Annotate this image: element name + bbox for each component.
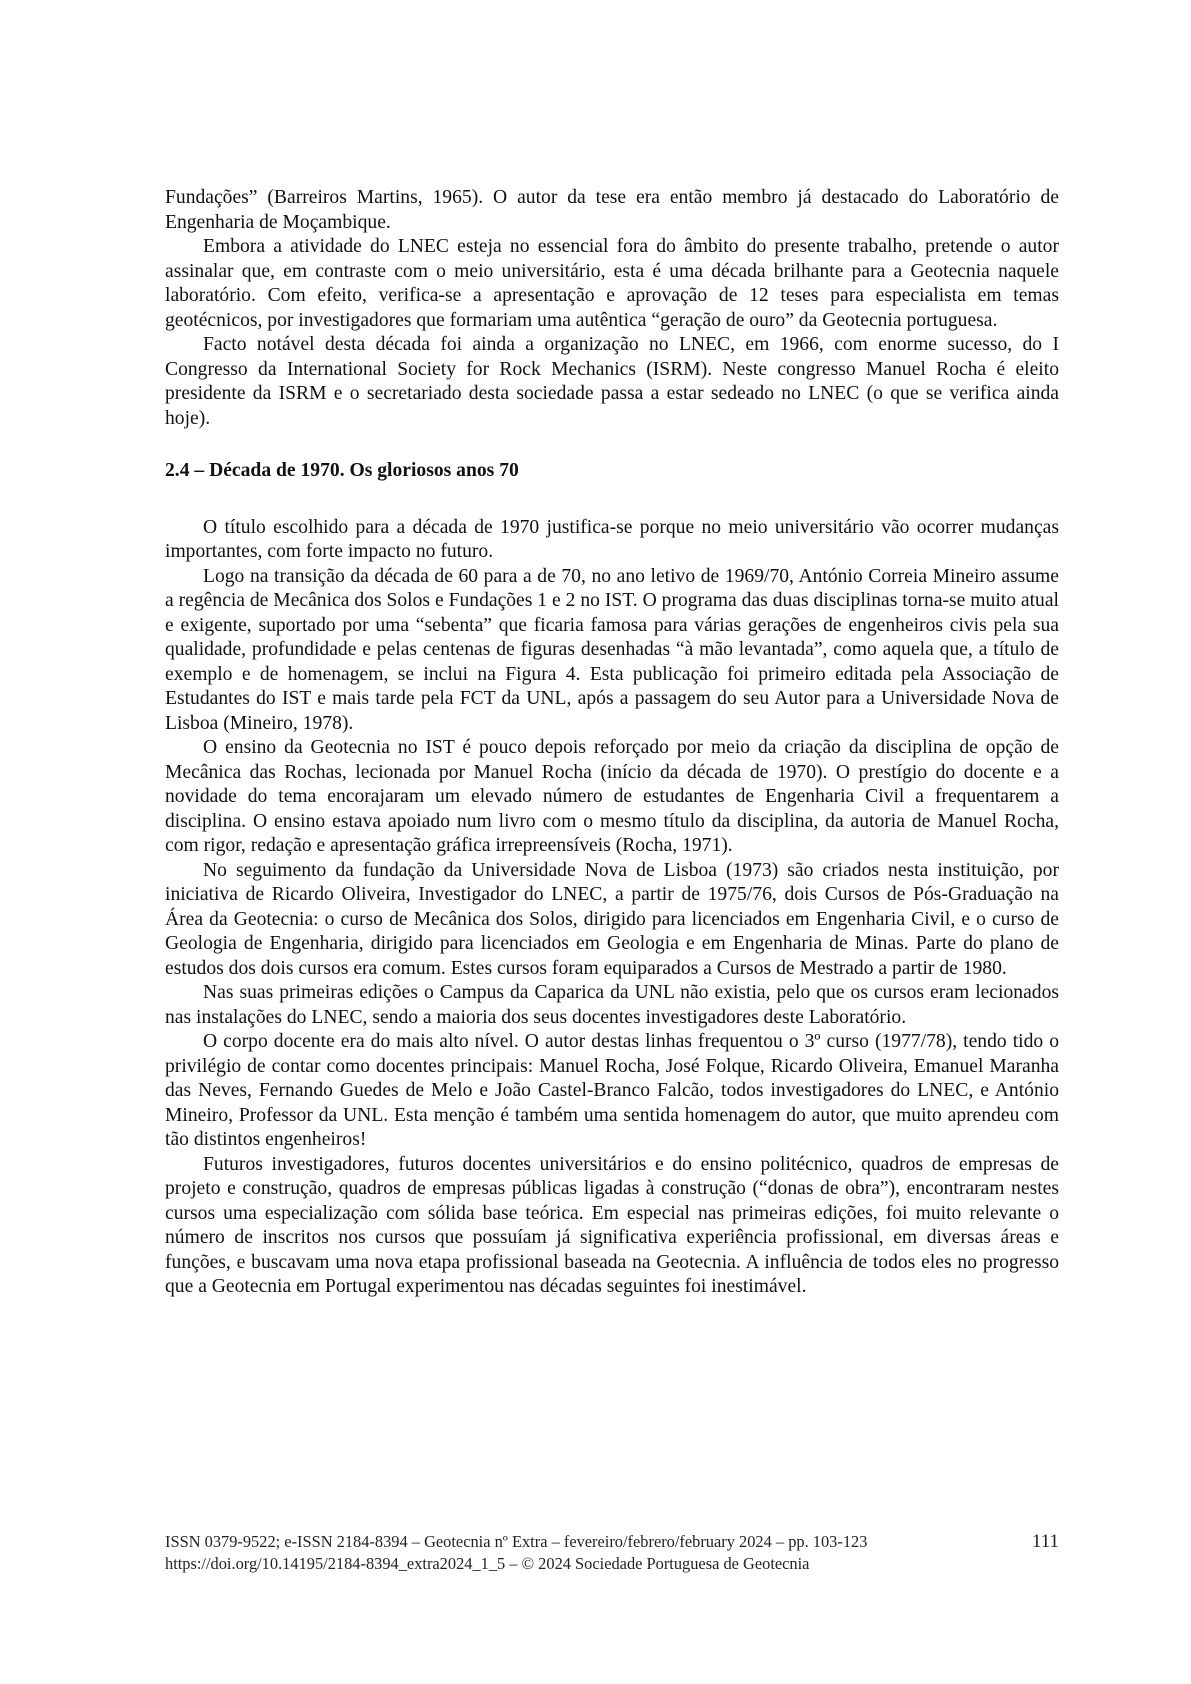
footer-journal-citation: ISSN 0379-9522; e-ISSN 2184-8394 – Geotecnia nº Extra – fevereiro/febrero/february 2024 – pp. 103-123 [165, 1532, 868, 1551]
page-footer [165, 1531, 1059, 1574]
page-number: 111 [1031, 1531, 1059, 1552]
paragraph: Facto notável desta década foi ainda a organização no LNEC, em 1966, com enorme sucesso, do I Congresso da International Society for Rock Mechanics (ISRM). Neste congresso Manuel Rocha é eleito presidente da ISRM e o secretariado desta sociedade passa a estar sedeado no LNEC (o que se verifica ainda hoje). [165, 334, 1059, 429]
paragraph: O ensino da Geotecnia no IST é pouco depois reforçado por meio da criação da disciplina de opção de Mecânica das Rochas, lecionada por Manuel Rocha (início da década de 1970). O prestígio do docente e a novidade do tema encorajaram um elevado número de estudantes de Engenharia Civil a frequentarem a disciplina. O ensino estava apoiado num livro com o mesmo título da disciplina, da autoria de Manuel Rocha, com rigor, redação e apresentação gráfica irrepreensíveis (Rocha, 1971). [165, 737, 1059, 856]
paragraph: O corpo docente era do mais alto nível. O autor destas linhas frequentou o 3º curso (1977/78), tendo tido o privilégio de contar como docentes principais: Manuel Rocha, José Folque, Ricardo Oliveira, Emanuel Maranha das Neves, Fernando Guedes de Melo e João Castel-Branco Falcão, todos investigadores do LNEC, e António Mineiro, Professor da UNL. Esta menção é também uma sentida homenagem do autor, que muito aprendeu com tão distintos engenheiros! [165, 1031, 1059, 1150]
text-block-before-section [165, 186, 1059, 431]
paragraph: Fundações” (Barreiros Martins, 1965). O autor da tese era então membro já destacado do Laboratório de Engenharia de Moçambique. [165, 187, 1059, 233]
paragraph: Logo na transição da década de 60 para a de 70, no ano letivo de 1969/70, António Correia Mineiro assume a regência de Mecânica dos Solos e Fundações 1 e 2 no IST. O programa das duas disciplinas torna-se muito atual e exigente, suportado por uma “sebenta” que ficaria famosa para várias gerações de engenheiros civis pela sua qualidade, profundidade e pelas centenas de figuras desenhadas “à mão levantada”, como aquela que, a título de exemplo e de homenagem, se inclui na Figura 4. Esta publicação foi primeiro editada pela Associação de Estudantes do IST e mais tarde pela FCT da UNL, após a passagem do seu Autor para a Universidade Nova de Lisboa (Mineiro, 1978). [165, 565, 1059, 734]
paragraph: Futuros investigadores, futuros docentes universitários e do ensino politécnico, quadros de empresas de projeto e construção, quadros de empresas públicas ligadas à construção (“donas de obra”), encontraram nestes cursos uma especialização com sólida base teórica. Em especial nas primeiras edições, foi muito relevante o número de inscritos nos cursos que possuíam já significativa experiência profissional, em diversas áreas e funções, e buscavam uma nova etapa profissional baseada na Geotecnia. A influência de todos eles no progresso que a Geotecnia em Portugal experimentou nas décadas seguintes foi inestimável. [165, 1153, 1059, 1297]
paragraph: No seguimento da fundação da Universidade Nova de Lisboa (1973) são criados nesta instituição, por iniciativa de Ricardo Oliveira, Investigador do LNEC, a partir de 1975/76, dois Cursos de Pós-Graduação na Área da Geotecnia: o curso de Mecânica dos Solos, dirigido para licenciados em Engenharia Civil, e o curso de Geologia de Engenharia, dirigido para licenciados em Geologia e em Engenharia de Minas. Parte do plano de estudos dos dois cursos era comum. Estes cursos foram equiparados a Cursos de Mestrado a partir de 1980. [165, 859, 1059, 979]
paragraph: Nas suas primeiras edições o Campus da Caparica da UNL não existia, pelo que os cursos eram lecionados nas instalações do LNEC, sendo a maioria dos seus docentes investigadores deste Laboratório. [165, 982, 1059, 1028]
footer-doi-link[interactable]: https://doi.org/10.14195/2184-8394_extra2024_1_5 – © 2024 Sociedade Portuguesa de Geotecnia [165, 1553, 810, 1573]
article-body [165, 186, 1059, 1300]
text-block-after-section [165, 516, 1059, 1300]
paragraph: O título escolhido para a década de 1970 justifica-se porque no meio universitário vão ocorrer mudanças importantes, com forte impacto no futuro. [165, 516, 1059, 562]
paragraph: Embora a atividade do LNEC esteja no essencial fora do âmbito do presente trabalho, pretende o autor assinalar que, em contraste com o meio universitário, esta é uma década brilhante para a Geotecnia naquele laboratório. Com efeito, verifica-se a apresentação e aprovação de 12 teses para especialista em temas geotécnicos, por investigadores que formariam uma autêntica “geração de ouro” da Geotecnia portuguesa. [165, 236, 1059, 331]
section-heading: 2.4 – Década de 1970. Os gloriosos anos 70 [165, 460, 519, 481]
